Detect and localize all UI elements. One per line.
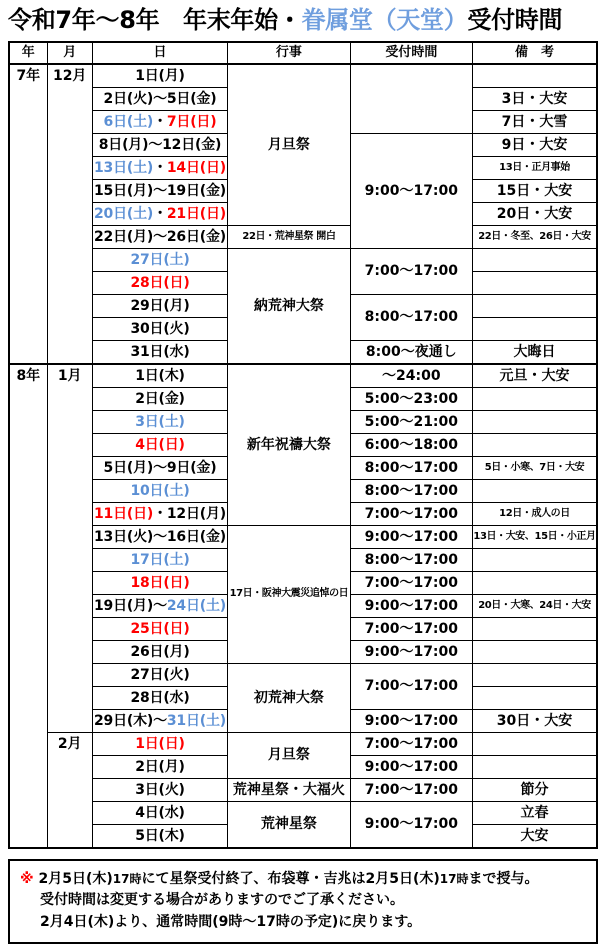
cell-note — [473, 271, 597, 294]
cell-note: 22日・冬至、26日・大安 — [473, 225, 597, 248]
cell-note — [473, 617, 597, 640]
cell-event: 初荒神大祭 — [228, 663, 350, 732]
cell-day: 2日(金) — [92, 387, 227, 410]
cell-time: 6:00～18:00 — [350, 433, 472, 456]
schedule-table — [8, 41, 598, 849]
cell-time: ～24:00 — [350, 364, 472, 388]
title-tail: 受付時間 — [467, 6, 563, 34]
cell-time: 5:00～23:00 — [350, 387, 472, 410]
cell-note: 20日・大寒、24日・大安 — [473, 594, 597, 617]
cell-day: 15日(月)～19日(金) — [92, 179, 227, 202]
cell-note — [473, 686, 597, 709]
cell-time: 7:00～17:00 — [350, 617, 472, 640]
cell-note — [473, 433, 597, 456]
table-row — [9, 225, 597, 248]
table-header-row — [9, 42, 597, 64]
table-row — [9, 525, 597, 548]
column-header-month: 月 — [47, 42, 92, 64]
cell-day: 27日(火) — [92, 663, 227, 686]
cell-day: 13日(土)・14日(日) — [92, 156, 227, 179]
cell-month: 1月 — [47, 364, 92, 733]
cell-day: 13日(火)～16日(金) — [92, 525, 227, 548]
page-title — [0, 0, 606, 41]
table-row — [9, 801, 597, 824]
cell-day: 18日(日) — [92, 571, 227, 594]
cell-day: 27日(土) — [92, 248, 227, 271]
cell-day: 1日(月) — [92, 64, 227, 88]
cell-note — [473, 755, 597, 778]
column-header-event: 行事 — [228, 42, 350, 64]
cell-note: 30日・大安 — [473, 709, 597, 732]
cell-note: 20日・大安 — [473, 202, 597, 225]
cell-day: 25日(日) — [92, 617, 227, 640]
title-lead: 令和7年～8年 年末年始・ — [8, 6, 302, 34]
cell-note — [473, 410, 597, 433]
cell-time: 9:00～17:00 — [350, 755, 472, 778]
cell-note: 13日・大安、15日・小正月 — [473, 525, 597, 548]
cell-day: 22日(月)～26日(金) — [92, 225, 227, 248]
cell-time: 8:00～17:00 — [350, 548, 472, 571]
cell-month: 12月 — [47, 64, 92, 364]
table-header — [9, 42, 597, 64]
footer-line-1-time-a: 17時 — [112, 871, 142, 886]
cell-day: 1日(日) — [92, 732, 227, 755]
cell-note: 3日・大安 — [473, 87, 597, 110]
cell-time: 9:00～17:00 — [350, 709, 472, 732]
column-header-day: 日 — [92, 42, 227, 64]
cell-note: 7日・大雪 — [473, 110, 597, 133]
column-header-time: 受付時間 — [350, 42, 472, 64]
cell-day: 26日(月) — [92, 640, 227, 663]
cell-time: 8:00～17:00 — [350, 294, 472, 340]
cell-day: 29日(木)～31日(土) — [92, 709, 227, 732]
cell-event: 荒神星祭 — [228, 801, 350, 848]
footer-line-1 — [20, 869, 586, 891]
table-row — [9, 364, 597, 388]
column-header-note: 備 考 — [473, 42, 597, 64]
cell-day: 31日(水) — [92, 340, 227, 364]
cell-event: 納荒神大祭 — [228, 248, 350, 364]
cell-day: 2日(火)～5日(金) — [92, 87, 227, 110]
cell-event: 月旦祭 — [228, 64, 350, 226]
cell-day: 11日(日)・12日(月) — [92, 502, 227, 525]
table-row — [9, 732, 597, 755]
cell-note — [473, 663, 597, 686]
cell-time: 9:00～17:00 — [350, 525, 472, 548]
table-row — [9, 64, 597, 88]
cell-time: 9:00～17:00 — [350, 594, 472, 617]
cell-time: 8:00～17:00 — [350, 456, 472, 479]
cell-note: 9日・大安 — [473, 133, 597, 156]
column-header-year: 年 — [9, 42, 47, 64]
cell-time: 7:00～17:00 — [350, 502, 472, 525]
cell-note — [473, 640, 597, 663]
cell-note — [473, 732, 597, 755]
cell-note — [473, 548, 597, 571]
cell-note — [473, 571, 597, 594]
cell-year: 8年 — [9, 364, 47, 848]
cell-time: 8:00～17:00 — [350, 479, 472, 502]
table-row — [9, 663, 597, 686]
footer-notice — [8, 859, 598, 944]
cell-note: 節分 — [473, 778, 597, 801]
cell-day: 4日(水) — [92, 801, 227, 824]
footer-line-1-time-b: 17時 — [439, 871, 469, 886]
cell-note — [473, 248, 597, 271]
cell-day: 19日(月)～24日(土) — [92, 594, 227, 617]
cell-note: 元旦・大安 — [473, 364, 597, 388]
note-mark-icon: ※ — [20, 870, 34, 887]
schedule-table-wrapper — [0, 41, 606, 849]
cell-day: 1日(木) — [92, 364, 227, 388]
title-accent: 眷属堂（天堂） — [301, 6, 468, 34]
cell-day: 10日(土) — [92, 479, 227, 502]
cell-event: 荒神星祭・大福火 — [228, 778, 350, 801]
table-row — [9, 248, 597, 271]
cell-note: 立春 — [473, 801, 597, 824]
table-row — [9, 778, 597, 801]
cell-day: 3日(火) — [92, 778, 227, 801]
cell-day: 28日(水) — [92, 686, 227, 709]
cell-day: 5日(木) — [92, 824, 227, 848]
cell-event: 17日・阪神大震災追悼の日 — [228, 525, 350, 663]
cell-time: 9:00～17:00 — [350, 801, 472, 848]
footer-line-3: 2月4日(木)より、通常時間(9時～17時の予定)に戻ります。 — [40, 914, 422, 931]
cell-time: 9:00～17:00 — [350, 133, 472, 248]
footer-line-1-date-a: 2月5日(木) — [38, 870, 113, 887]
table-body — [9, 64, 597, 848]
cell-time — [350, 64, 472, 134]
cell-event: 月旦祭 — [228, 732, 350, 778]
cell-time: 7:00～17:00 — [350, 663, 472, 709]
cell-day: 30日(火) — [92, 317, 227, 340]
cell-note: 大安 — [473, 824, 597, 848]
cell-note — [473, 317, 597, 340]
footer-line-1-mid: にて星祭受付終了、布袋尊・吉兆は — [141, 870, 366, 887]
cell-day: 29日(月) — [92, 294, 227, 317]
cell-note: 13日・正月事始 — [473, 156, 597, 179]
cell-day: 20日(土)・21日(日) — [92, 202, 227, 225]
cell-time: 8:00～夜通し — [350, 340, 472, 364]
cell-event: 新年祝禱大祭 — [228, 364, 350, 526]
cell-event: 22日・荒神星祭 開白 — [228, 225, 350, 248]
cell-day: 2日(月) — [92, 755, 227, 778]
cell-time: 7:00～17:00 — [350, 571, 472, 594]
cell-day: 28日(日) — [92, 271, 227, 294]
cell-day: 5日(月)～9日(金) — [92, 456, 227, 479]
cell-time: 7:00～17:00 — [350, 778, 472, 801]
cell-year: 7年 — [9, 64, 47, 364]
cell-note: 12日・成人の日 — [473, 502, 597, 525]
cell-note: 大晦日 — [473, 340, 597, 364]
cell-time: 7:00～17:00 — [350, 248, 472, 294]
cell-day: 3日(土) — [92, 410, 227, 433]
cell-day: 17日(土) — [92, 548, 227, 571]
cell-note — [473, 479, 597, 502]
cell-note — [473, 64, 597, 88]
footer-line-2: 受付時間は変更する場合がありますのでご了承ください。 — [40, 892, 404, 909]
cell-time: 9:00～17:00 — [350, 640, 472, 663]
cell-month: 2月 — [47, 732, 92, 848]
cell-time: 5:00～21:00 — [350, 410, 472, 433]
footer-line-1-date-b: 2月5日(木) — [365, 870, 440, 887]
cell-time: 7:00～17:00 — [350, 732, 472, 755]
cell-note: 5日・小寒、7日・大安 — [473, 456, 597, 479]
cell-day: 8日(月)～12日(金) — [92, 133, 227, 156]
cell-note: 15日・大安 — [473, 179, 597, 202]
cell-note — [473, 387, 597, 410]
footer-line-1-end: まで授与。 — [468, 870, 539, 887]
cell-day: 4日(日) — [92, 433, 227, 456]
cell-note — [473, 294, 597, 317]
cell-day: 6日(土)・7日(日) — [92, 110, 227, 133]
